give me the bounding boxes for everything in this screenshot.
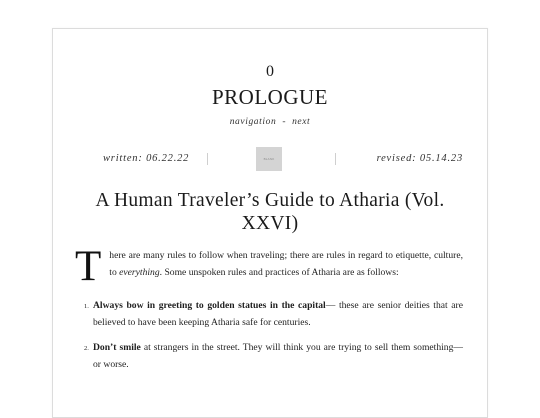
rule-bold: Don’t smile bbox=[93, 342, 141, 353]
chapter-navigation bbox=[53, 117, 487, 127]
chapter-card bbox=[52, 28, 488, 418]
rule-number: 1. bbox=[84, 303, 89, 310]
intro-text-1: here are many rules to follow when traveling; there are rules in regard to etiquette, culture, to bbox=[109, 250, 463, 278]
rule-text: at strangers in the street. They will think you are trying to sell them something— or worse. bbox=[93, 342, 463, 370]
chapter-number: 0 bbox=[266, 63, 274, 80]
meta-row bbox=[53, 147, 487, 171]
meta-divider-right bbox=[335, 153, 336, 165]
story-title: A Human Traveler’s Guide to Atharia (Vol. XXVI) bbox=[95, 190, 445, 234]
intro-paragraph bbox=[75, 243, 463, 290]
next-link[interactable]: next bbox=[292, 117, 311, 127]
intro-text-2: . Some unspoken rules and practices of Atharia are as follows: bbox=[159, 267, 399, 278]
drop-cap: T bbox=[75, 243, 102, 290]
list-item bbox=[84, 339, 463, 373]
navigation-link[interactable]: navigation bbox=[229, 117, 277, 127]
written-date: written: 06.22.22 bbox=[103, 153, 190, 164]
nav-separator: - bbox=[282, 117, 287, 127]
rule-number: 2. bbox=[84, 345, 89, 352]
thumbnail-caption: BLANK bbox=[263, 157, 275, 161]
rule-text: — these are senior deities that are believed to have been keeping Atharia safe for centuries. bbox=[93, 300, 463, 328]
revised-date: revised: 05.14.23 bbox=[376, 153, 463, 164]
chapter-thumbnail-image bbox=[256, 147, 282, 171]
list-item bbox=[84, 297, 463, 331]
intro-emphasis: everything bbox=[119, 267, 160, 278]
meta-divider-left bbox=[207, 153, 208, 165]
chapter-title: PROLOGUE bbox=[211, 85, 328, 109]
rule-bold: Always bow in greeting to golden statues in the capital bbox=[93, 300, 326, 311]
rules-list bbox=[75, 297, 463, 373]
story-body bbox=[75, 243, 463, 381]
